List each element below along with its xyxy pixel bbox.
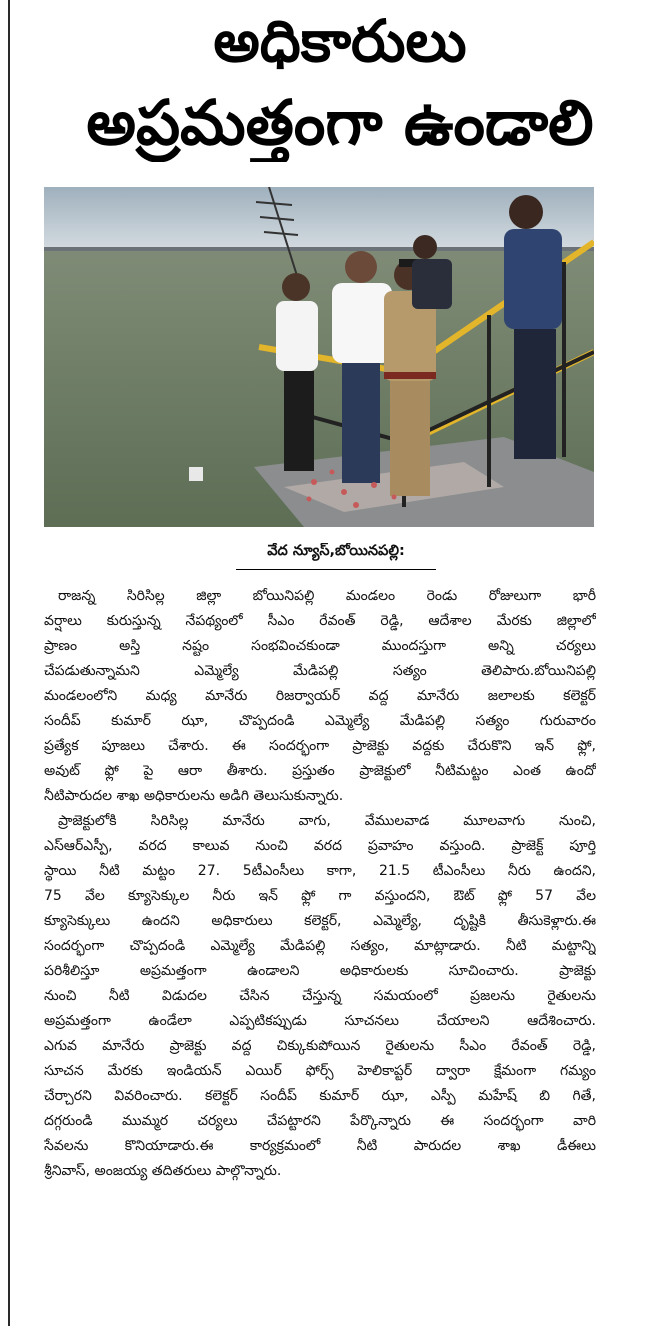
headline-line-1: అధికారులు <box>213 12 467 75</box>
article-line: సందీప్ కుమార్ ఝా, చొప్పదండి ఎమ్మెల్యే మేడిపల్లి సత్యం గురువారం <box>44 713 596 729</box>
article-body <box>44 584 596 1184</box>
paragraph-1 <box>44 584 596 809</box>
article-line: మండలంలోని మధ్య మానేరు రిజర్వాయర్ వద్ద మానేరు జలాలకు కలెక్టర్ <box>44 688 596 704</box>
article-line: రాజన్న సిరిసిల్ల జిల్లా బోయినిపల్లి మండలం రెండు రోజులుగా భారీ <box>58 588 596 604</box>
article-line: సూచన మేరకు ఇండియన్ ఎయిర్ ఫోర్స్ హెలికాప్టర్ ద్వారా క్షేమంగా గమ్యం <box>44 1063 596 1079</box>
headline-line-2: అప్రమత్తంగా ఉండాలి <box>86 92 594 159</box>
article-line: ప్రాజెక్టులోకి సిరిసిల్ల మానేరు వాగు, వేములవాడ మూలవాగు నుంచి, <box>58 813 596 829</box>
article-line: నీటిపారుదల శాఖ అధికారులను అడిగి తెలుసుకున్నారు. <box>44 788 344 804</box>
article-line: క్యూసెక్కులు ఉందని అధికారులు కలెక్టర్, ఎమ్మెల్యే, దృష్టికి తీసుకెళ్లారు.ఈ <box>44 913 596 929</box>
news-photo <box>44 187 594 527</box>
article-line: ప్రాణం అస్తి నష్టం సంభవించకుండా ముందస్తుగా అన్ని చర్యలు <box>44 638 596 654</box>
water-gauge <box>189 467 203 481</box>
article-line: పరిశీలిస్తూ అప్రమత్తంగా ఉండాలని అధికారులకు సూచించారు. ప్రాజెక్టు <box>44 963 596 979</box>
article-line: అవుట్ ఫ్లో పై ఆరా తీశారు. ప్రస్తుతం ప్రాజెక్టులో నీటిమట్టం ఎంత ఉందో <box>44 763 596 779</box>
article-line: ఎస్ఆర్ఎస్పీ, వరద కాలువ నుంచి వరద ప్రవాహం వస్తుంది. ప్రాజెక్ట్ పూర్తి <box>44 838 596 854</box>
left-column-rule <box>8 0 10 1326</box>
article-line: దగ్గరుండి ముమ్మర చర్యలు చేపట్టారని పేర్కొన్నారు ఈ సందర్భంగా వారి <box>44 1113 596 1129</box>
byline-underline <box>236 569 436 570</box>
article-line: ఎగువ మానేరు ప్రాజెక్టు వద్ద చిక్కుకుపోయిన రైతులను సీఎం రేవంత్ రెడ్డి, <box>44 1038 596 1054</box>
article-line: చేపడుతున్నామని ఎమ్మెల్యే మేడిపల్లి సత్యం తెలిపారు.బోయినిపల్లి <box>44 663 596 679</box>
byline: వేద న్యూస్,బోయినపల్లి: <box>267 543 405 559</box>
article-line: స్థాయి నీటి మట్టం 27. 5టీఎంసీలు కాగా, 21.5 టీఎంసీలు నీరు ఉందని, <box>44 863 596 879</box>
article-line: సేవలను కొనియాడారు.ఈ కార్యక్రమంలో నీటి పారుదల శాఖ డీఈలు <box>44 1138 596 1154</box>
article-line: 75 వేల క్యూసెక్కుల నీరు ఇన్ ఫ్లో గా వస్తుందని, ఔట్ ఫ్లో 57 వేల <box>44 888 596 904</box>
article-line: ప్రత్యేక పూజలు చేశారు. ఈ సందర్భంగా ప్రాజెక్టు వద్దకు చేరుకొని ఇన్ ఫ్లో, <box>44 738 596 754</box>
article-line: వర్షాలు కురుస్తున్న నేపథ్యంలో సీఎం రేవంత్ రెడ్డి, ఆదేశాల మేరకు జిల్లాలో <box>44 613 596 629</box>
paragraph-2 <box>44 809 596 1184</box>
article-line: నుంచి నీటి విడుదల చేసిన చేస్తున్న సమయంలో ప్రజలను రైతులను <box>44 988 596 1004</box>
article-line: సందర్భంగా చొప్పదండి ఎమ్మెల్యే మేడిపల్లి సత్యం, మాట్లాడారు. నీటి మట్టాన్ని <box>44 938 596 954</box>
article-line: అప్రమత్తంగా ఉండేలా ఎప్పటికప్పుడు సూచనలు చేయాలని ఆదేశించారు. <box>44 1013 596 1029</box>
article-line: శ్రీనివాస్, అంజయ్య తదితరులు పాల్గొన్నారు. <box>44 1163 282 1179</box>
article-line: చేర్చారని వివరించారు. కలెక్టర్ సందీప్ కుమార్ ఝా, ఎస్పీ మహేష్ బి గితే, <box>44 1088 596 1104</box>
